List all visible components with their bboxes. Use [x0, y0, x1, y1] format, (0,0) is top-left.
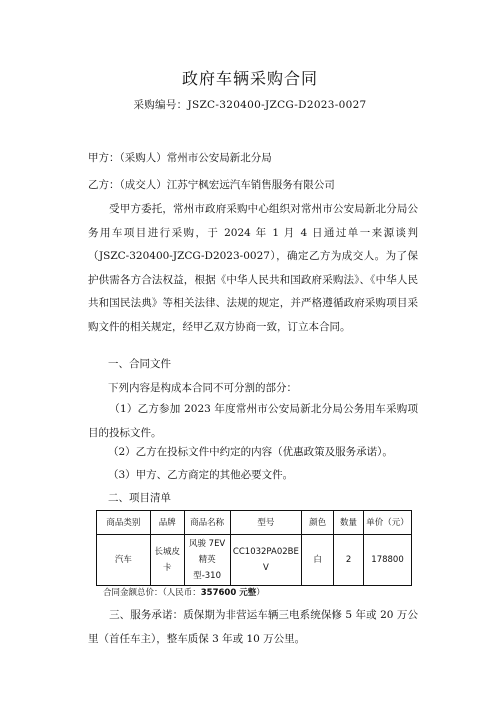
table-header: 商品名称 [184, 511, 230, 535]
table-row [97, 535, 412, 586]
table-header: 数量 [334, 511, 364, 535]
section2-heading: 二、项目清单 [108, 492, 171, 504]
section1-item1 [88, 398, 418, 445]
table-header: 型号 [230, 511, 302, 535]
section1-item3: （3）甲方、乙方商定的其他必要文件。 [108, 469, 294, 481]
table-header: 商品类别 [97, 511, 151, 535]
intro-text: 受甲方委托，常州市政府采购中心组织对常州市公安局新北分局公务用车项目进行采购，于 2024 年 1 月 4 日通过单一来源谈判（JSZC-320400-JZCG-D2023-0027），确定乙方为成交人。为了保护供需各方合法权益，根据《中华人民共和国政府采购法》、《中华人民共和国民法典》等相关法律、法规的规定，并严格遵循政府采购项目采购文件的相关规定，经甲乙双方协商一致，订立本合同。 [88, 203, 418, 333]
table-header: 品牌 [150, 511, 184, 535]
table-cell: 白 [302, 535, 334, 586]
party-a: 甲方：（采购人）常州市公安局新北分局 [88, 152, 272, 164]
section1-lead: 下列内容是构成本合同不可分割的部分： [108, 382, 297, 394]
total-close: ） [256, 588, 265, 598]
table-cell: 风骏 7EV 精英型-310 [184, 535, 230, 586]
item-table-wrapper [96, 510, 412, 586]
total-amount: 357600 元整 [200, 588, 257, 598]
intro-paragraph [88, 198, 418, 339]
table-cell: CC1032PA02BEV [230, 535, 302, 586]
section1-item2: （2）乙方在投标文件中约定的内容（优惠政策及服务承诺）。 [108, 446, 393, 458]
table-cell: 汽车 [97, 535, 151, 586]
section3-text: 三、服务承诺：质保期为非营运车辆三电系统保修 5 年或 20 万公里（首任车主），整车质保 3 年或 10 万公里。 [88, 609, 418, 645]
section3-paragraph [88, 604, 418, 651]
section1-heading: 一、合同文件 [108, 358, 171, 370]
table-cell: 长城皮卡 [150, 535, 184, 586]
table-cell: 2 [334, 535, 364, 586]
section1-item1-text: （1）乙方参加 2023 年度常州市公安局新北分局公务用车采购项目的投标文件。 [88, 403, 418, 439]
contract-number: 采购编号：JSZC-320400-JZCG-D2023-0027 [133, 99, 367, 111]
table-header-row [97, 511, 412, 535]
party-b: 乙方：（成交人）江苏宁枫宏远汽车销售服务有限公司 [88, 179, 335, 191]
contract-total [103, 586, 265, 598]
item-table [96, 510, 412, 586]
page-title: 政府车辆采购合同 [181, 69, 318, 88]
table-header: 单价（元） [364, 511, 412, 535]
table-header: 颜色 [302, 511, 334, 535]
table-cell: 178800 [364, 535, 412, 586]
total-label: 合同金额总价：（人民币： [103, 588, 201, 598]
